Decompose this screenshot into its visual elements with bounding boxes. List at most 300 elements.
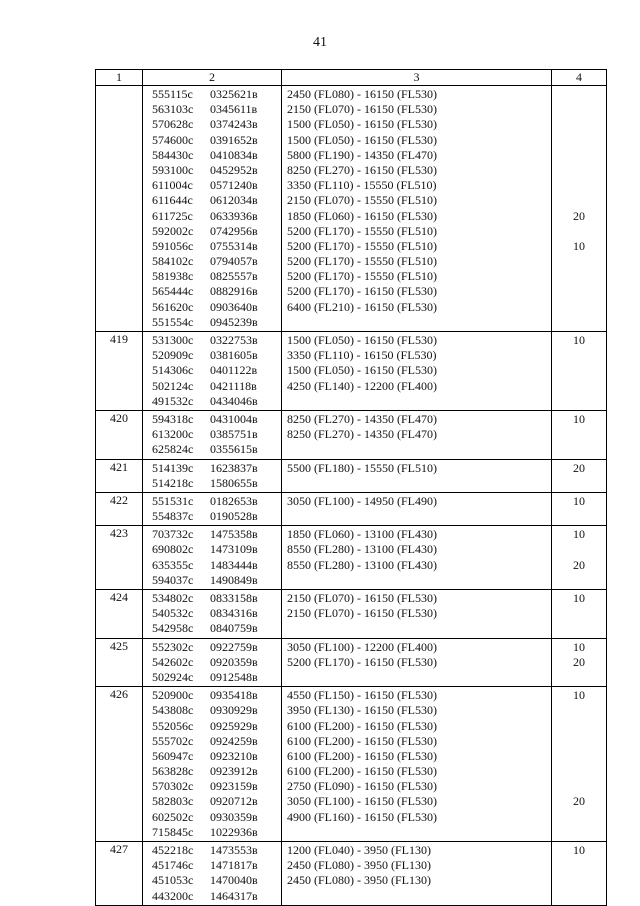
value xyxy=(552,269,606,284)
zone-number xyxy=(96,86,143,332)
longitude: 0923159в xyxy=(210,779,258,794)
altitude-range: 5200 (FL170) - 15550 (FL510) xyxy=(287,254,437,269)
value xyxy=(552,394,606,409)
altitude-range: 2150 (FL070) - 16150 (FL530) xyxy=(287,606,437,621)
altitude-range: 6100 (FL200) - 16150 (FL530) xyxy=(287,748,437,763)
latitude: 491532с xyxy=(152,393,194,408)
value xyxy=(552,87,606,102)
longitude: 0410834в xyxy=(210,147,258,162)
altitude-range xyxy=(282,394,551,409)
altitude-range: 5200 (FL170) - 15550 (FL510) xyxy=(287,223,437,238)
latitude: 552302с xyxy=(152,639,194,654)
coordinates-cell xyxy=(143,638,282,687)
latitude: 570628с xyxy=(152,117,194,132)
value-cell xyxy=(552,332,607,411)
latitude: 581938с xyxy=(152,269,194,284)
longitude: 0385751в xyxy=(210,427,258,442)
longitude: 1475358в xyxy=(210,527,258,542)
value: 20 xyxy=(573,460,585,475)
altitude-range: 4250 (FL140) - 12200 (FL400) xyxy=(287,378,437,393)
value xyxy=(552,825,606,840)
altitude-range: 1500 (FL050) - 16150 (FL530) xyxy=(287,333,437,347)
longitude: 0882916в xyxy=(210,284,258,299)
coordinate-pair xyxy=(143,858,281,873)
longitude: 1473109в xyxy=(210,542,258,557)
altitude-range: 1850 (FL060) - 13100 (FL430) xyxy=(287,527,437,542)
value xyxy=(552,178,606,193)
latitude: 715845с xyxy=(152,824,194,839)
altitude-range: 8250 (FL270) - 14350 (FL470) xyxy=(287,411,437,426)
longitude: 0345611в xyxy=(210,102,258,117)
longitude: 1483444в xyxy=(210,557,258,572)
coordinate-pair xyxy=(143,621,281,636)
zone-number: 426 xyxy=(96,687,143,842)
coordinate-pair xyxy=(143,494,281,509)
latitude: 584430с xyxy=(152,147,194,162)
value xyxy=(552,889,606,904)
coordinate-pair xyxy=(143,749,281,764)
altitude-range: 8550 (FL280) - 13100 (FL430) xyxy=(287,557,437,572)
value: 10 xyxy=(573,843,585,857)
longitude: 1470040в xyxy=(210,873,258,888)
longitude: 1464317в xyxy=(210,888,258,903)
altitude-range xyxy=(282,621,551,636)
altitude-range: 1500 (FL050) - 16150 (FL530) xyxy=(287,363,437,378)
latitude: 703732с xyxy=(152,527,194,542)
header-col-4: 4 xyxy=(552,70,607,86)
coordinate-pair xyxy=(143,178,281,193)
coordinate-pair xyxy=(143,133,281,148)
altitude-range: 6100 (FL200) - 16150 (FL530) xyxy=(287,764,437,779)
latitude: 591056с xyxy=(152,238,194,253)
longitude: 0945239в xyxy=(210,314,258,329)
altitude-range: 1850 (FL060) - 16150 (FL530) xyxy=(287,208,437,223)
value xyxy=(552,606,606,621)
altitude-range: 8550 (FL280) - 13100 (FL430) xyxy=(287,542,437,557)
value xyxy=(552,300,606,315)
latitude: 561620с xyxy=(152,299,194,314)
latitude: 625824с xyxy=(152,442,194,457)
latitude: 451053с xyxy=(152,873,194,888)
latitude: 502124с xyxy=(152,378,194,393)
longitude: 0825557в xyxy=(210,269,258,284)
header-col-3: 3 xyxy=(282,70,552,86)
coordinate-pair xyxy=(143,239,281,254)
value xyxy=(552,719,606,734)
latitude: 570302с xyxy=(152,779,194,794)
longitude: 0571240в xyxy=(210,178,258,193)
coordinates-cell xyxy=(143,687,282,842)
latitude: 502924с xyxy=(152,669,194,684)
table-row xyxy=(96,492,607,525)
coordinate-pair xyxy=(143,284,281,299)
value xyxy=(552,509,606,524)
value-cell xyxy=(552,842,607,906)
coordinate-pair xyxy=(143,779,281,794)
table-row xyxy=(96,526,607,590)
coordinate-pair xyxy=(143,476,281,491)
zone-number: 422 xyxy=(96,492,143,525)
coordinate-pair xyxy=(143,640,281,655)
longitude: 0612034в xyxy=(210,193,258,208)
longitude: 0925929в xyxy=(210,718,258,733)
value: 20 xyxy=(573,794,585,809)
coordinates-cell xyxy=(143,410,282,459)
latitude: 690802с xyxy=(152,542,194,557)
longitude: 1022936в xyxy=(210,824,258,839)
zone-number: 424 xyxy=(96,590,143,639)
coordinate-pair xyxy=(143,591,281,606)
latitude: 520909с xyxy=(152,348,194,363)
altitude-range: 3350 (FL110) - 16150 (FL530) xyxy=(287,348,437,363)
value xyxy=(552,102,606,117)
longitude: 0912548в xyxy=(210,669,258,684)
longitude: 0421118в xyxy=(210,378,257,393)
latitude: 611725с xyxy=(152,208,193,223)
coordinate-pair xyxy=(143,889,281,904)
longitude: 0834316в xyxy=(210,606,258,621)
longitude: 1623837в xyxy=(210,460,258,475)
value xyxy=(552,873,606,888)
value-cell xyxy=(552,687,607,842)
altitude-range: 5500 (FL180) - 15550 (FL510) xyxy=(287,460,437,475)
coordinate-pair xyxy=(143,734,281,749)
coordinate-pair xyxy=(143,117,281,132)
latitude: 542958с xyxy=(152,621,194,636)
value xyxy=(552,193,606,208)
altitude-range: 5200 (FL170) - 16150 (FL530) xyxy=(287,284,437,299)
table-body xyxy=(96,86,607,906)
altitude-range: 5200 (FL170) - 16150 (FL530) xyxy=(287,654,437,669)
altitude-cell xyxy=(282,526,552,590)
longitude: 0794057в xyxy=(210,254,258,269)
longitude: 0920359в xyxy=(210,654,258,669)
altitude-range xyxy=(282,825,551,840)
value xyxy=(552,779,606,794)
coordinates-cell xyxy=(143,86,282,332)
latitude: 611644с xyxy=(152,193,193,208)
coordinate-pair xyxy=(143,810,281,825)
altitude-cell xyxy=(282,332,552,411)
altitude-cell xyxy=(282,638,552,687)
coordinate-pair xyxy=(143,224,281,239)
zone-number: 423 xyxy=(96,526,143,590)
table-row xyxy=(96,459,607,492)
table-row xyxy=(96,332,607,411)
longitude: 1580655в xyxy=(210,475,258,490)
longitude: 0930929в xyxy=(210,703,258,718)
latitude: 554837с xyxy=(152,509,194,524)
airspace-table xyxy=(95,69,607,906)
longitude: 0935418в xyxy=(210,688,258,703)
longitude: 0924259в xyxy=(210,733,258,748)
altitude-range: 2450 (FL080) - 3950 (FL130) xyxy=(287,873,431,888)
value xyxy=(552,810,606,825)
latitude: 565444с xyxy=(152,284,194,299)
coordinates-cell xyxy=(143,332,282,411)
altitude-range: 4900 (FL160) - 16150 (FL530) xyxy=(287,809,437,824)
altitude-range: 1500 (FL050) - 16150 (FL530) xyxy=(287,132,437,147)
value xyxy=(552,670,606,685)
latitude: 574600с xyxy=(152,132,194,147)
longitude: 0381605в xyxy=(210,348,258,363)
coordinate-pair xyxy=(143,843,281,858)
longitude: 0633936в xyxy=(210,208,258,223)
latitude: 452218с xyxy=(152,843,194,857)
latitude: 542602с xyxy=(152,654,194,669)
value: 10 xyxy=(573,411,585,426)
latitude: 514218с xyxy=(152,475,194,490)
latitude: 534802с xyxy=(152,591,194,605)
longitude: 0401122в xyxy=(210,363,258,378)
latitude: 613200с xyxy=(152,427,194,442)
coordinate-pair xyxy=(143,558,281,573)
altitude-range: 2450 (FL080) - 16150 (FL530) xyxy=(287,87,437,101)
header-row xyxy=(96,70,607,86)
longitude: 0434046в xyxy=(210,393,258,408)
value: 10 xyxy=(573,527,585,542)
altitude-range: 8250 (FL270) - 14350 (FL470) xyxy=(287,427,437,442)
altitude-range: 1500 (FL050) - 16150 (FL530) xyxy=(287,117,437,132)
altitude-range: 3050 (FL100) - 16150 (FL530) xyxy=(287,794,437,809)
coordinate-pair xyxy=(143,527,281,542)
coordinate-pair xyxy=(143,209,281,224)
longitude: 0322753в xyxy=(210,333,258,347)
altitude-range: 2150 (FL070) - 15550 (FL510) xyxy=(287,193,437,208)
value xyxy=(552,254,606,269)
altitude-range xyxy=(282,476,551,491)
value xyxy=(552,573,606,588)
coordinate-pair xyxy=(143,394,281,409)
value: 10 xyxy=(573,639,585,654)
value xyxy=(552,284,606,299)
altitude-cell xyxy=(282,590,552,639)
value xyxy=(552,858,606,873)
value xyxy=(552,621,606,636)
value-cell xyxy=(552,590,607,639)
value-cell xyxy=(552,526,607,590)
altitude-range xyxy=(282,573,551,588)
coordinates-cell xyxy=(143,459,282,492)
longitude: 0920712в xyxy=(210,794,258,809)
longitude: 0923912в xyxy=(210,764,258,779)
latitude: 563828с xyxy=(152,764,194,779)
latitude: 560947с xyxy=(152,748,194,763)
coordinate-pair xyxy=(143,688,281,703)
latitude: 602502с xyxy=(152,809,194,824)
table-row xyxy=(96,842,607,906)
latitude: 635355с xyxy=(152,557,194,572)
longitude: 0431004в xyxy=(210,411,258,426)
coordinate-pair xyxy=(143,148,281,163)
page-number: 41 xyxy=(313,35,327,50)
coordinate-pair xyxy=(143,102,281,117)
altitude-range: 2450 (FL080) - 3950 (FL130) xyxy=(287,858,431,873)
latitude: 594037с xyxy=(152,572,194,587)
value xyxy=(552,379,606,394)
latitude: 443200с xyxy=(152,888,194,903)
coordinate-pair xyxy=(143,764,281,779)
coordinates-cell xyxy=(143,842,282,906)
latitude: 582803с xyxy=(152,794,194,809)
latitude: 520900с xyxy=(152,688,194,703)
altitude-range: 3950 (FL130) - 16150 (FL530) xyxy=(287,703,437,718)
altitude-range: 5200 (FL170) - 15550 (FL510) xyxy=(287,238,437,253)
latitude: 540532с xyxy=(152,606,194,621)
table-row xyxy=(96,86,607,332)
value: 10 xyxy=(573,333,585,347)
zone-number: 425 xyxy=(96,638,143,687)
value xyxy=(552,315,606,330)
latitude: 563103с xyxy=(152,102,194,117)
latitude: 555115с xyxy=(152,87,193,101)
altitude-range: 2150 (FL070) - 16150 (FL530) xyxy=(287,102,437,117)
value: 10 xyxy=(573,591,585,605)
value xyxy=(552,442,606,457)
longitude: 0742956в xyxy=(210,223,258,238)
value xyxy=(552,542,606,557)
longitude: 0391652в xyxy=(210,132,258,147)
longitude: 0182653в xyxy=(210,493,258,508)
altitude-range xyxy=(282,889,551,904)
longitude: 0190528в xyxy=(210,509,258,524)
longitude: 1473553в xyxy=(210,843,258,857)
value xyxy=(552,703,606,718)
altitude-range: 1200 (FL040) - 3950 (FL130) xyxy=(287,843,431,857)
header-col-1: 1 xyxy=(96,70,143,86)
latitude: 584102с xyxy=(152,254,194,269)
altitude-range: 4550 (FL150) - 16150 (FL530) xyxy=(287,688,437,703)
value-cell xyxy=(552,459,607,492)
altitude-range xyxy=(282,670,551,685)
altitude-range xyxy=(282,442,551,457)
value xyxy=(552,224,606,239)
coordinate-pair xyxy=(143,461,281,476)
coordinate-pair xyxy=(143,87,281,102)
value-cell xyxy=(552,410,607,459)
longitude: 0903640в xyxy=(210,299,258,314)
coordinate-pair xyxy=(143,348,281,363)
value: 10 xyxy=(573,688,585,703)
table-row xyxy=(96,638,607,687)
altitude-cell xyxy=(282,410,552,459)
value: 10 xyxy=(573,493,585,508)
latitude: 555702с xyxy=(152,733,194,748)
value: 20 xyxy=(573,557,585,572)
longitude: 0840759в xyxy=(210,621,258,636)
longitude: 0930359в xyxy=(210,809,258,824)
coordinate-pair xyxy=(143,427,281,442)
latitude: 592002с xyxy=(152,223,194,238)
value xyxy=(552,476,606,491)
table-row xyxy=(96,590,607,639)
latitude: 514306с xyxy=(152,363,194,378)
value: 10 xyxy=(573,238,585,253)
latitude: 531300с xyxy=(152,333,194,347)
altitude-range: 2150 (FL070) - 16150 (FL530) xyxy=(287,591,437,605)
value: 20 xyxy=(573,654,585,669)
latitude: 451746с xyxy=(152,858,194,873)
zone-number: 419 xyxy=(96,332,143,411)
coordinate-pair xyxy=(143,606,281,621)
coordinate-pair xyxy=(143,163,281,178)
latitude: 593100с xyxy=(152,162,194,177)
altitude-range: 5800 (FL190) - 14350 (FL470) xyxy=(287,147,437,162)
value xyxy=(552,117,606,132)
zone-number: 427 xyxy=(96,842,143,906)
longitude: 0755314в xyxy=(210,238,258,253)
coordinate-pair xyxy=(143,254,281,269)
altitude-cell xyxy=(282,687,552,842)
altitude-range: 6100 (FL200) - 16150 (FL530) xyxy=(287,733,437,748)
value-cell xyxy=(552,492,607,525)
value xyxy=(552,764,606,779)
latitude: 551531с xyxy=(152,493,194,508)
altitude-range: 6100 (FL200) - 16150 (FL530) xyxy=(287,718,437,733)
value-cell xyxy=(552,638,607,687)
coordinate-pair xyxy=(143,509,281,524)
value xyxy=(552,163,606,178)
coordinates-cell xyxy=(143,492,282,525)
value xyxy=(552,148,606,163)
coordinate-pair xyxy=(143,670,281,685)
value xyxy=(552,363,606,378)
longitude: 0374243в xyxy=(210,117,258,132)
altitude-cell xyxy=(282,842,552,906)
coordinate-pair xyxy=(143,412,281,427)
table-row xyxy=(96,687,607,842)
longitude: 1490849в xyxy=(210,572,258,587)
value-cell xyxy=(552,86,607,332)
coordinate-pair xyxy=(143,333,281,348)
longitude: 0922759в xyxy=(210,639,258,654)
altitude-range: 6400 (FL210) - 16150 (FL530) xyxy=(287,299,437,314)
coordinate-pair xyxy=(143,442,281,457)
altitude-cell xyxy=(282,86,552,332)
coordinate-pair xyxy=(143,300,281,315)
coordinate-pair xyxy=(143,794,281,809)
coordinate-pair xyxy=(143,315,281,330)
latitude: 594318с xyxy=(152,411,194,426)
value xyxy=(552,734,606,749)
longitude: 0355615в xyxy=(210,442,258,457)
coordinates-cell xyxy=(143,590,282,639)
altitude-range: 3050 (FL100) - 14950 (FL490) xyxy=(287,493,437,508)
table-row xyxy=(96,410,607,459)
latitude: 543808с xyxy=(152,703,194,718)
altitude-range: 2750 (FL090) - 16150 (FL530) xyxy=(287,779,437,794)
zone-number: 421 xyxy=(96,459,143,492)
latitude: 514139с xyxy=(152,460,194,475)
altitude-cell xyxy=(282,459,552,492)
coordinate-pair xyxy=(143,379,281,394)
altitude-range: 3350 (FL110) - 15550 (FL510) xyxy=(287,178,437,193)
coordinate-pair xyxy=(143,542,281,557)
longitude: 0325621в xyxy=(210,87,258,101)
value xyxy=(552,348,606,363)
header-col-2: 2 xyxy=(143,70,282,86)
value: 20 xyxy=(573,208,585,223)
coordinate-pair xyxy=(143,363,281,378)
coordinates-cell xyxy=(143,526,282,590)
zone-number: 420 xyxy=(96,410,143,459)
coordinate-pair xyxy=(143,193,281,208)
value xyxy=(552,427,606,442)
value xyxy=(552,133,606,148)
coordinate-pair xyxy=(143,825,281,840)
longitude: 0833158в xyxy=(210,591,258,605)
altitude-range: 8250 (FL270) - 16150 (FL530) xyxy=(287,162,437,177)
